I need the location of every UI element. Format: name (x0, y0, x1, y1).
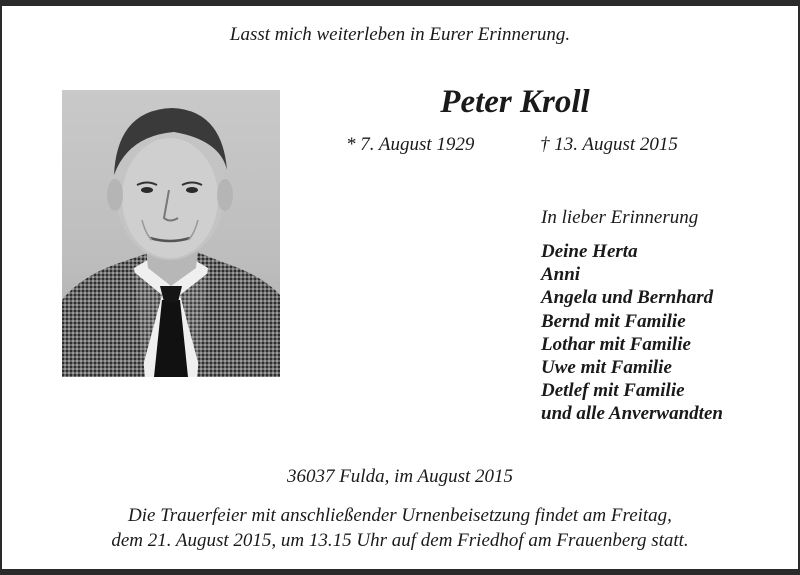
mourner-name: Deine Herta (541, 241, 638, 262)
funeral-line-1: Die Trauerfeier mit anschließender Urnenbeisetzung findet am Freitag, (128, 505, 672, 526)
death-date: † 13. August 2015 (540, 134, 678, 155)
place-date: 36037 Fulda, im August 2015 (286, 466, 514, 487)
mourner-name: und alle Anverwandten (541, 403, 723, 425)
mourner-name: Anni (541, 264, 581, 286)
motto: Lasst mich weiterleben in Eurer Erinnerung. (229, 24, 571, 45)
mourners-list (541, 240, 723, 426)
mourning-intro: In lieber Erinnerung (541, 207, 699, 228)
mourner-name: Detlef mit Familie (541, 380, 685, 402)
mourner-name: Lothar mit Familie (541, 333, 691, 355)
mourner-name: Angela und Bernhard (541, 287, 714, 309)
portrait-photo (62, 90, 280, 377)
birth-date: * 7. August 1929 (346, 134, 475, 155)
funeral-info (0, 503, 800, 553)
mourner-name: Bernd mit Familie (541, 310, 686, 332)
deceased-name: Peter Kroll (440, 84, 590, 120)
funeral-line-2: dem 21. August 2015, um 13.15 Uhr auf dem Friedhof am Frauenberg statt. (111, 530, 689, 551)
mourner-name: Uwe mit Familie (541, 357, 672, 379)
